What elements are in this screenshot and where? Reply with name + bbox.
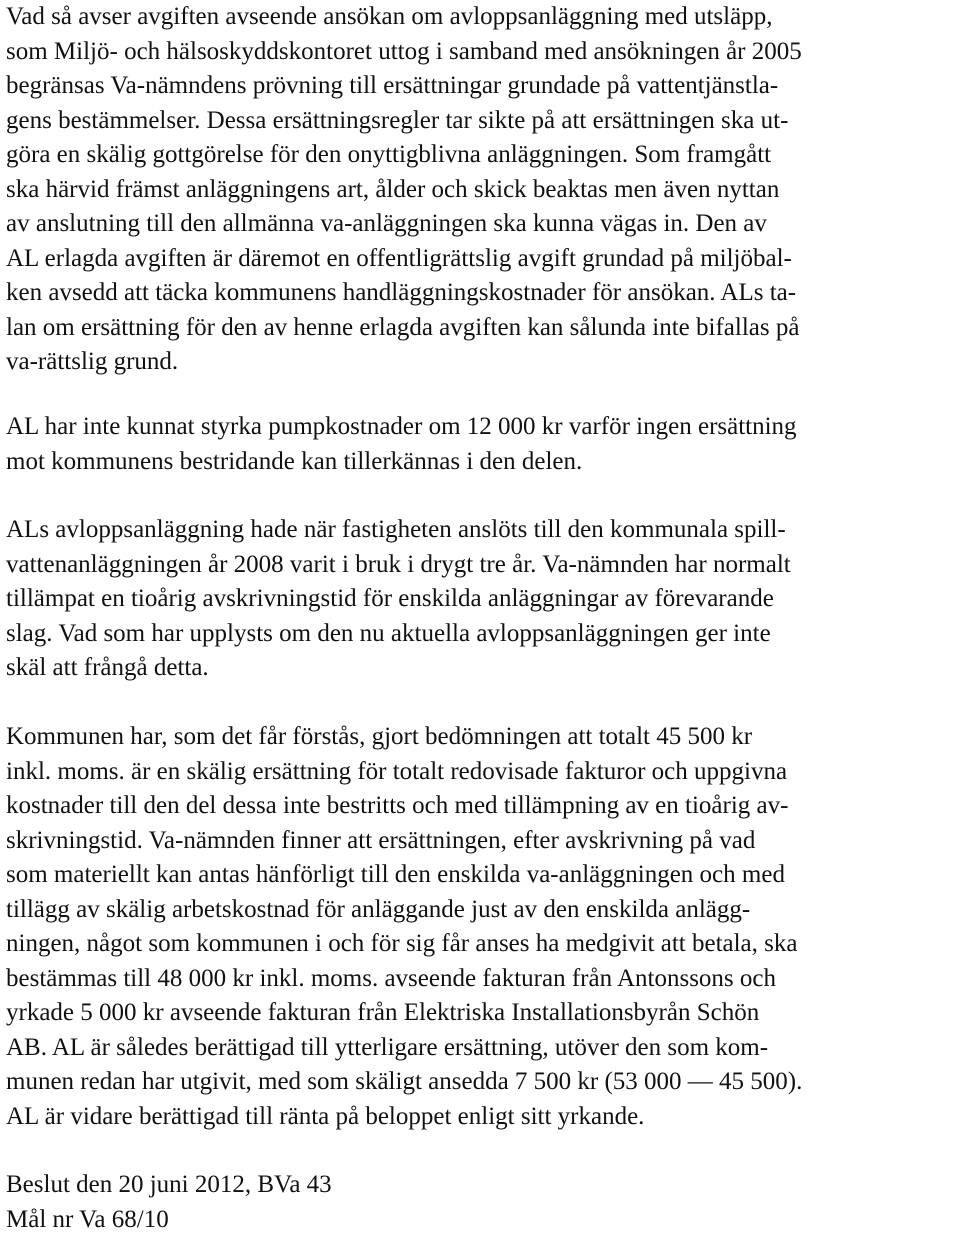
text-line: ALs avloppsanläggning hade när fastigheten anslöts till den kommunala spill-: [6, 513, 791, 548]
text-line: ska härvid främst anläggningens art, ålder och skick beaktas men även nyttan: [6, 173, 802, 208]
paragraph-depreciation-period: [6, 513, 791, 686]
text-line: AB. AL är således berättigad till ytterligare ersättning, utöver den som kom-: [6, 1031, 802, 1066]
text-line: bestämmas till 48 000 kr inkl. moms. avseende fakturan från Antonssons och: [6, 962, 802, 997]
text-line: som materiellt kan antas hänförligt till den enskilda va-anläggningen och med: [6, 858, 802, 893]
text-line: tillämpat en tioårig avskrivningstid för enskilda anläggningar av förevarande: [6, 582, 791, 617]
text-line: Vad så avser avgiften avseende ansökan om avloppsanläggning med utsläpp,: [6, 0, 802, 35]
text-line: vattenanläggningen år 2008 varit i bruk i drygt tre år. Va-nämnden har normalt: [6, 548, 791, 583]
text-line: som Miljö- och hälsoskyddskontoret uttog i samband med ansökningen år 2005: [6, 35, 802, 70]
text-line: lan om ersättning för den av henne erlagda avgiften kan sålunda inte bifallas på: [6, 311, 802, 346]
paragraph-pump-costs: [6, 410, 797, 479]
text-line: Kommunen har, som det får förstås, gjort bedömningen att totalt 45 500 kr: [6, 720, 802, 755]
text-line: inkl. moms. är en skälig ersättning för totalt redovisade fakturor och uppgivna: [6, 755, 802, 790]
text-line: AL är vidare berättigad till ränta på beloppet enligt sitt yrkande.: [6, 1100, 802, 1135]
text-line: göra en skälig gottgörelse för den onyttigblivna anläggningen. Som framgått: [6, 138, 802, 173]
text-line: AL erlagda avgiften är däremot en offentligrättslig avgift grundad på miljöbal-: [6, 242, 802, 277]
text-line: gens bestämmelser. Dessa ersättningsregler tar sikte på att ersättningen ska ut-: [6, 104, 802, 139]
case-number: Mål nr Va 68/10: [6, 1203, 332, 1237]
text-line: kostnader till den del dessa inte bestritts och med tillämpning av en tioårig av-: [6, 789, 802, 824]
text-line: av anslutning till den allmänna va-anläggningen ska kunna vägas in. Den av: [6, 207, 802, 242]
text-line: skäl att frångå detta.: [6, 651, 791, 686]
decision-date: Beslut den 20 juni 2012, BVa 43: [6, 1168, 332, 1203]
text-line: munen redan har utgivit, med som skäligt ansedda 7 500 kr (53 000 — 45 500).: [6, 1065, 802, 1100]
paragraph-fee-assessment: [6, 0, 802, 380]
text-line: skrivningstid. Va-nämnden finner att ersättningen, efter avskrivning på vad: [6, 824, 802, 859]
text-line: AL har inte kunnat styrka pumpkostnader om 12 000 kr varför ingen ersättning: [6, 410, 797, 445]
text-line: begränsas Va-nämndens prövning till ersättningar grundade på vattentjänstla-: [6, 69, 802, 104]
text-line: va-rättslig grund.: [6, 345, 802, 380]
text-line: yrkade 5 000 kr avseende fakturan från Elektriska Installationsbyrån Schön: [6, 996, 802, 1031]
text-line: ningen, något som kommunen i och för sig får anses ha medgivit att betala, ska: [6, 927, 802, 962]
text-line: ken avsedd att täcka kommunens handläggningskostnader för ansökan. ALs ta-: [6, 276, 802, 311]
paragraph-compensation-decision: [6, 720, 802, 1134]
text-line: tillägg av skälig arbetskostnad för anläggande just av den enskilda anlägg-: [6, 893, 802, 928]
text-line: mot kommunens bestridande kan tillerkännas i den delen.: [6, 445, 797, 480]
text-line: slag. Vad som har upplysts om den nu aktuella avloppsanläggningen ger inte: [6, 617, 791, 652]
decision-reference: [6, 1168, 332, 1237]
